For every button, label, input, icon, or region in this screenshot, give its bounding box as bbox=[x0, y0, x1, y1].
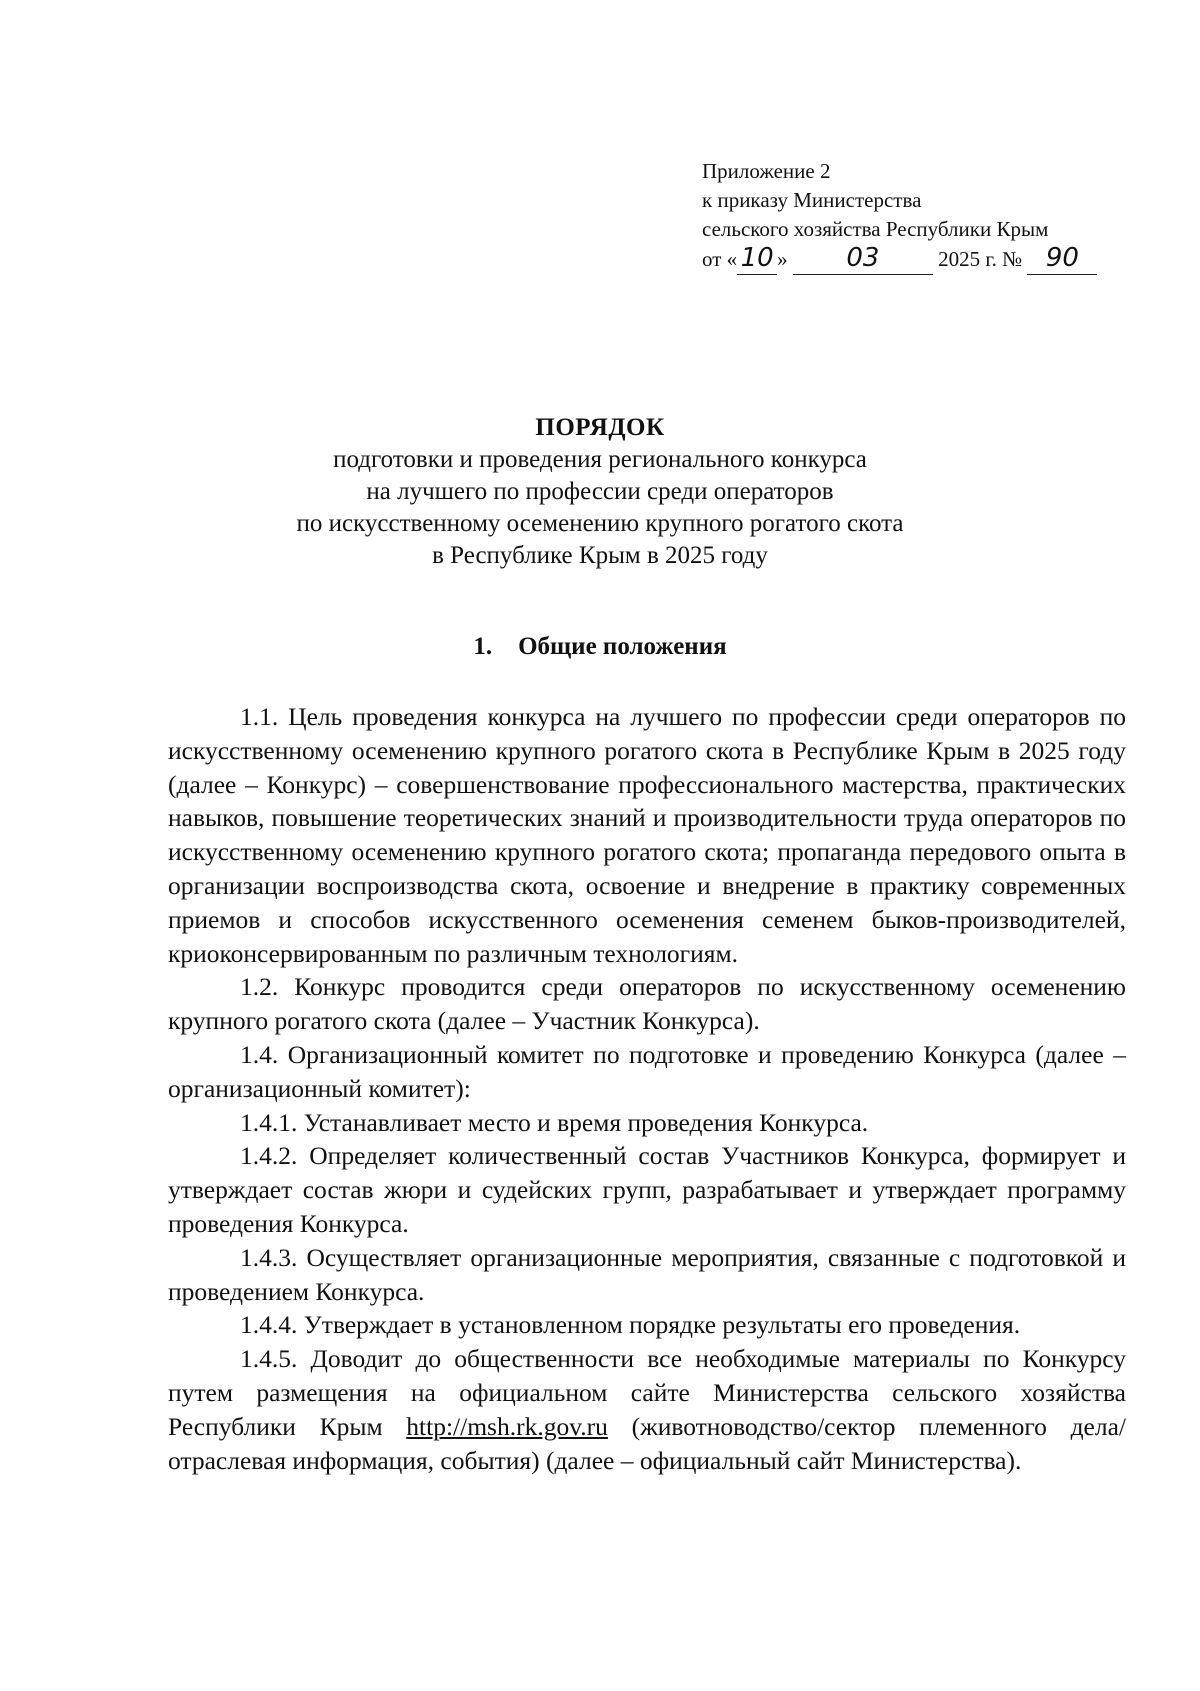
paragraph-1-4-1: 1.4.1. Устанавливает место и время проведения Конкурса. bbox=[240, 1107, 869, 1137]
title-line-4: в Республике Крым в 2025 году bbox=[432, 542, 768, 569]
paragraph-1-4-5-text-b: (животноводство/сектор племенного дела/отраслевая информация, события) (далее – официальный сайт Министерства). bbox=[168, 1411, 1126, 1475]
order-number-handwritten: 90 bbox=[1045, 243, 1079, 273]
date-year: 2025 г. № bbox=[938, 247, 1023, 271]
title-line-3: по искусственному осеменению крупного рогатого скота bbox=[296, 510, 904, 537]
paragraph-1-4-3: 1.4.3. Осуществляет организационные мероприятия, связанные с подготовкой и проведением Конкурса. bbox=[168, 1242, 1126, 1306]
date-day-handwritten: 10 bbox=[740, 243, 774, 273]
paragraph-1-4-4: 1.4.4. Утверждает в установленном порядке результаты его проведения. bbox=[240, 1310, 1021, 1340]
appendix-line-3: сельского хозяйства Республики Крым bbox=[702, 217, 1049, 241]
section-title: Общие положения bbox=[518, 633, 727, 660]
date-month-handwritten: 03 bbox=[846, 243, 880, 273]
date-month-blank bbox=[793, 244, 933, 275]
paragraph-1-1: 1.1. Цель проведения конкурса на лучшего по профессии среди операторов по искусственному осеменению крупного рогатого скота в Республике Крым в 2025 году (далее – Конкурс) – совершенствование профессионального мастерства, практических навыков, повышение теоретических знаний и производительности труда операторов по искусственному осеменению крупного рогатого скота; пропаганда передового опыта в организации воспроизводства скота, освоение и внедрение в практику современных приемов и способов искусственного осеменения семенем быков-производителей, криоконсервированным по различным технологиям. bbox=[168, 702, 1126, 968]
appendix-header bbox=[702, 157, 1097, 275]
appendix-line-2: к приказу Министерства bbox=[702, 188, 922, 212]
appendix-line-1: Приложение 2 bbox=[702, 159, 831, 183]
document-body bbox=[168, 700, 1126, 1477]
section-number: 1. bbox=[473, 633, 493, 660]
paragraph-1-4-5 bbox=[168, 1342, 1126, 1477]
date-day-blank bbox=[737, 244, 777, 275]
title-line-1: подготовки и проведения регионального конкурса bbox=[333, 446, 867, 473]
title-main: ПОРЯДОК bbox=[535, 414, 665, 441]
date-prefix: от « bbox=[702, 247, 738, 271]
paragraph-1-4: 1.4. Организационный комитет по подготовке и проведению Конкурса (далее – организационный комитет): bbox=[168, 1039, 1126, 1103]
paragraph-1-4-2: 1.4.2. Определяет количественный состав Участников Конкурса, формирует и утверждает состав жюри и судейских групп, разрабатывает и утверждает программу проведения Конкурса. bbox=[168, 1141, 1126, 1238]
appendix-date-line bbox=[702, 244, 1097, 275]
order-number-blank bbox=[1027, 244, 1097, 275]
section-heading bbox=[150, 633, 1050, 661]
ministry-website-link[interactable]: http://msh.rk.gov.ru bbox=[406, 1411, 608, 1441]
date-day-close: » bbox=[777, 247, 788, 271]
title-line-2: на лучшего по профессии среди операторов bbox=[366, 478, 834, 505]
paragraph-1-4-5-text-a: 1.4.5. Доводит до общественности все необходимые материалы по Конкурсу путем размещения на официальном сайте Министерства сельского хозяйства Республики Крым bbox=[168, 1344, 1126, 1441]
document-title bbox=[150, 412, 1050, 572]
paragraph-1-2: 1.2. Конкурс проводится среди операторов по искусственному осеменению крупного рогатого скота (далее – Участник Конкурса). bbox=[168, 972, 1126, 1036]
